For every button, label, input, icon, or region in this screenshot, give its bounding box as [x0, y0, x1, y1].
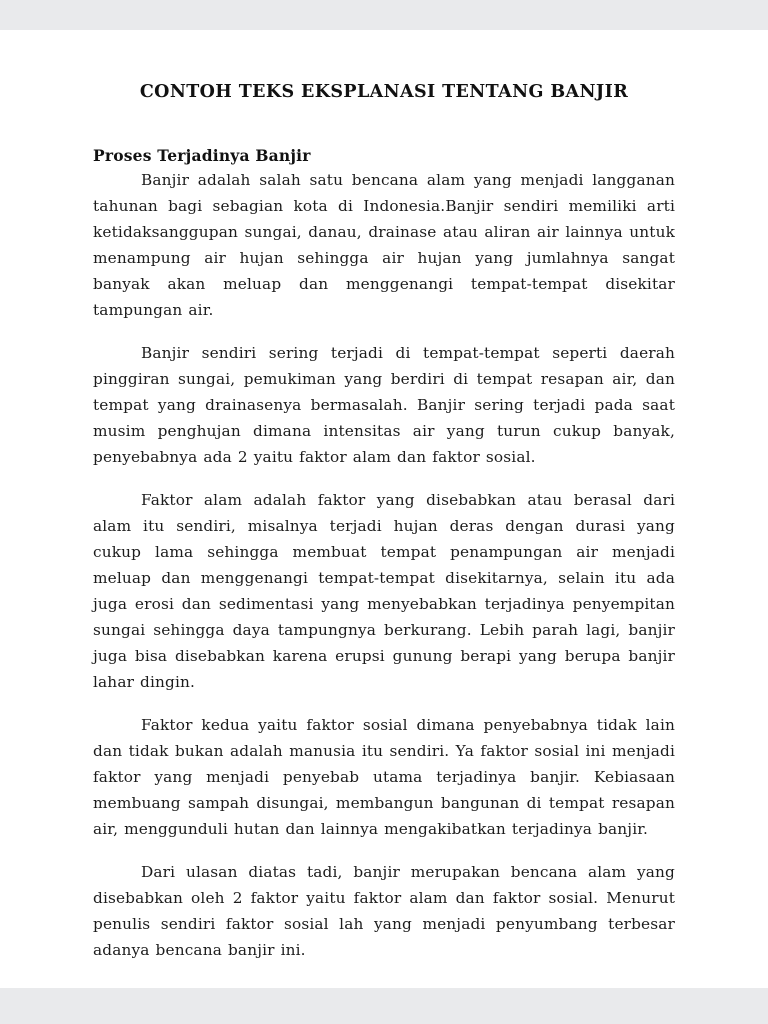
paragraph: Banjir sendiri sering terjadi di tempat-tempat seperti daerah pinggiran sungai, pemukiman yang berdiri di tempat resapan air, dan tempat yang drainasenya bermasalah. Banjir sering terjadi pada saat musim penghujan dimana intensitas air yang turun cukup banyak, penyebabnya ada 2 yaitu faktor alam dan faktor sosial. [93, 344, 675, 466]
paragraph: Dari ulasan diatas tadi, banjir merupakan bencana alam yang disebabkan oleh 2 faktor yaitu faktor alam dan faktor sosial. Menurut penulis sendiri faktor sosial lah yang menjadi penyumbang terbesar adanya bencana banjir ini. [93, 863, 675, 959]
section-heading: Proses Terjadinya Banjir [93, 146, 311, 165]
paragraph: Faktor kedua yaitu faktor sosial dimana penyebabnya tidak lain dan tidak bukan adalah manusia itu sendiri. Ya faktor sosial ini menjadi faktor yang menjadi penyebab utama terjadinya banjir. Kebiasaan membuang sampah disungai, membangun bangunan di tempat resapan air, menggunduli hutan dan lainnya mengakibatkan terjadinya banjir. [93, 716, 675, 838]
document-title: CONTOH TEKS EKSPLANASI TENTANG BANJIR [139, 82, 629, 102]
paragraph: Banjir adalah salah satu bencana alam yang menjadi langganan tahunan bagi sebagian kota di Indonesia.Banjir sendiri memiliki arti ketidaksanggupan sungai, danau, drainase atau aliran air lainnya untuk menampung air hujan sehingga air hujan yang jumlahnya sangat banyak akan meluap dan menggenangi tempat-tempat disekitar tampungan air. [93, 171, 675, 319]
paragraph: Faktor alam adalah faktor yang disebabkan atau berasal dari alam itu sendiri, misalnya terjadi hujan deras dengan durasi yang cukup lama sehingga membuat tempat penampungan air menjadi meluap dan menggenangi tempat-tempat disekitarnya, selain itu ada juga erosi dan sedimentasi yang menyebabkan terjadinya penyempitan sungai sehingga daya tampungnya berkurang. Lebih parah lagi, banjir juga bisa disebabkan karena erupsi gunung berapi yang berupa banjir lahar dingin. [93, 491, 675, 691]
document-page [0, 30, 768, 988]
